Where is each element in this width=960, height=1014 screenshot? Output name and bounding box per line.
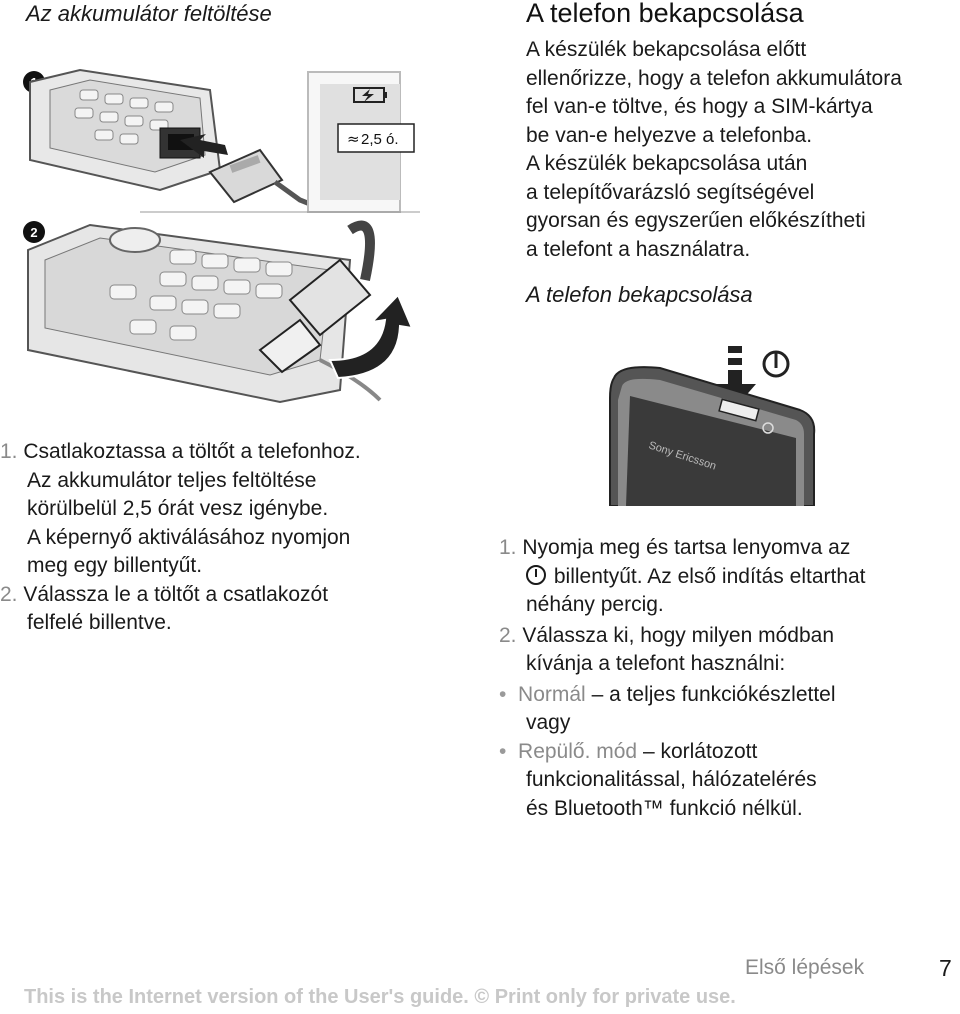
charging-steps: [0, 438, 440, 638]
power-on-subheading: A telefon bekapcsolása: [526, 282, 753, 307]
power-icon: [764, 352, 788, 376]
mode-option-flight: • Repülő. mód – korlátozott funkcionalitással, hálózatelérés és Bluetooth™ funkció nélkül.: [499, 739, 817, 820]
power-on-illustration: [600, 338, 820, 506]
step-marker-2: [23, 221, 45, 243]
charger-plug-icon: [210, 150, 320, 208]
power-steps: [499, 534, 959, 823]
phone-brand-label: Sony Ericsson: [647, 439, 718, 473]
phone-top-view: [610, 367, 814, 506]
charging-step-2: 2. Válassza le a töltőt a csatlakozót felfelé billentve.: [0, 582, 329, 634]
power-step-2: 2. Válassza ki, hogy milyen módban kívánja a telefont használni:: [499, 623, 835, 675]
charging-illustration: [20, 60, 440, 405]
charging-step-1: 1. Csatlakoztassa a töltőt a telefonhoz. Az akkumulátor teljes feltöltése körülbelül 2,5 órát vesz igénybe. A képernyő aktiválásához nyomjon meg egy billentyűt.: [0, 440, 361, 577]
page-title: A telefon bekapcsolása: [526, 0, 804, 28]
power-step-1: 1. Nyomja meg és tartsa lenyomva az billentyűt. Az első indítás eltarthat néhány percig.: [499, 536, 866, 616]
intro-text: A készülék bekapcsolása előtt ellenőrizze, hogy a telefon akkumulátora fel van-e töltve, és hogy a SIM-kártya be van-e helyezve a telefonba. A készülék bekapcsolása után a telepítővarázsló segítségével gyorsan és egyszerűen előkészítheti a telefont a használatra.: [526, 38, 902, 261]
approx-icon: ≈: [347, 130, 360, 148]
page-number: 7: [939, 955, 952, 981]
mode-option-normal: • Normál – a teljes funkciókészlettel vagy: [499, 682, 836, 734]
footer-watermark: This is the Internet version of the User's guide. © Print only for private use.: [24, 986, 736, 1008]
charge-time-badge: 2,5 ó.: [361, 131, 399, 148]
phone-top: [30, 70, 220, 190]
footer-section-name: Első lépések: [745, 956, 865, 979]
charging-heading: Az akkumulátor feltöltése: [26, 1, 272, 26]
power-button-icon: [526, 565, 546, 585]
svg-text:2: 2: [30, 225, 38, 240]
battery-inset: [308, 72, 414, 212]
